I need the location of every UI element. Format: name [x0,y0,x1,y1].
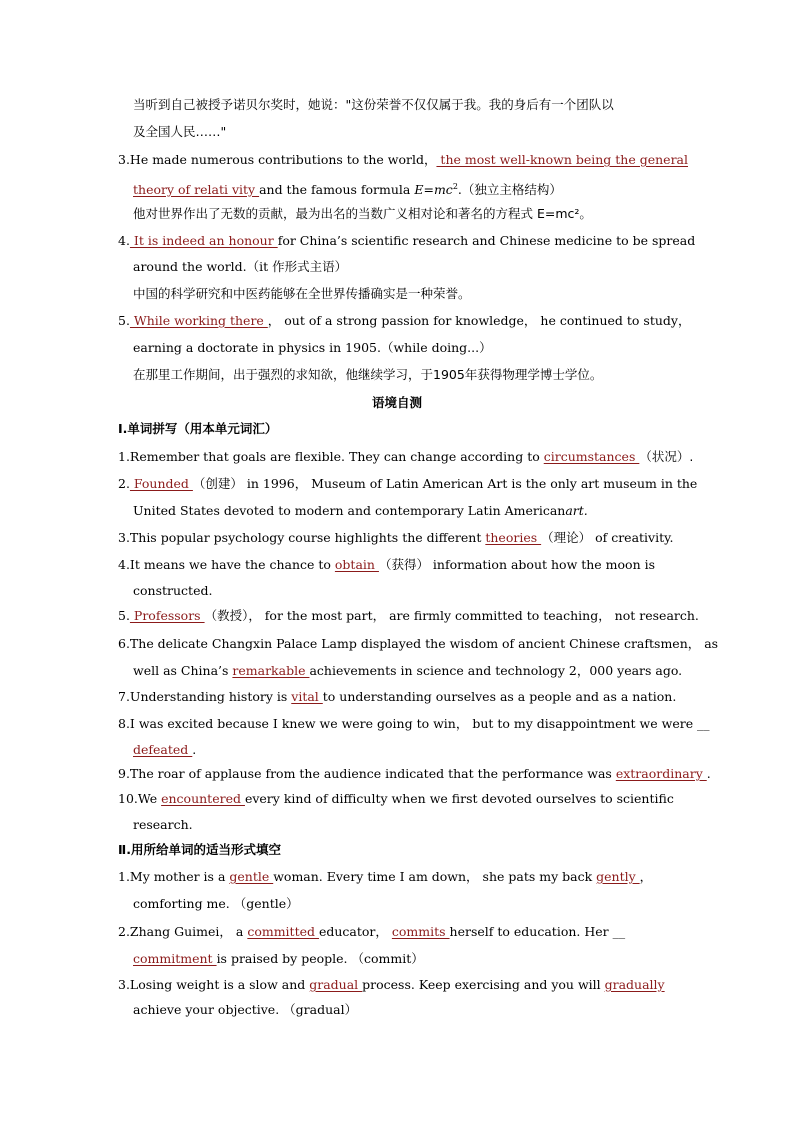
question-hint: （状况）. [639,449,694,464]
sentence-4-translation: 中国的科学研究和中医药能够在全世界传播确实是一种荣誉。 [133,286,471,301]
intro-line-1: 当听到自己被授予诺贝尔奖时，她说："这份荣誉不仅仅属于我。我的身后有一个团队以 [133,97,614,112]
part-2-question-3-line-2: achieve your objective. （gradual） [133,1002,358,1017]
question-text-italic: art. [565,503,588,518]
part-1-question-2 [118,476,697,492]
answer-blank: commitment [133,951,217,966]
question-text: 10.We [118,791,162,806]
sentence-3-line-2 [133,179,562,198]
answer-blank: gently [596,869,640,884]
question-text: every kind of difficulty when we first devoted ourselves to scientific [244,791,674,806]
answer-blank: the most well-known being the general [436,152,688,167]
part-2-question-2-line-2 [133,951,424,967]
question-text: . [192,742,197,757]
part-1-question-8: 8.I was excited because I knew we were going to win， but to my disappointment we were __ [118,716,710,731]
part-1-question-6-line-2 [133,663,682,679]
answer-blank: obtain [334,557,379,572]
part-1-question-10-line-2: research. [133,817,193,832]
answer-blank: remarkable [232,663,310,678]
answer-blank: extraordinary [615,766,707,781]
question-number: 5. [118,608,130,623]
formula-superscript: 2 [452,182,458,191]
part-2-question-1-line-2: comforting me. （gentle） [133,896,299,911]
part-1-question-7 [118,689,676,705]
question-text: （创建） in 1996， Museum of Latin American Art is the only art museum in the [192,476,698,491]
sentence-5-translation: 在那里工作期间，出于强烈的求知欲，他继续学习，于1905年获得物理学博士学位。 [133,367,603,382]
answer-blank: gentle [229,869,274,884]
formula: E=mc [414,182,453,198]
answer-blank: gradually [604,977,665,992]
part-2-question-3 [118,977,665,993]
sentence-5-line-1 [118,313,690,329]
sentence-number: 5. [118,313,130,328]
sentence-3-note: .（独立主格结构） [457,182,562,198]
answer-blank: gradual [309,977,363,992]
answer-blank: Professors [129,608,205,623]
part-1-question-4-line-2: constructed. [133,583,213,598]
sentence-4-line-2: around the world.（it 作形式主语） [133,259,348,274]
sentence-5-line-2: earning a doctorate in physics in 1905.（while doing...） [133,340,492,355]
question-text: （教授）， for the most part， are firmly committed to teaching， not research. [204,608,699,623]
sentence-4-line-1 [118,233,695,249]
part-1-heading: Ⅰ.单词拼写（用本单元词汇） [118,421,278,436]
answer-blank: commits [391,924,450,939]
part-1-question-3 [118,530,674,546]
question-text: herself to education. Her __ [449,924,626,939]
question-text: 3.Losing weight is a slow and [118,977,310,992]
answer-blank: It is indeed an honour [129,233,278,248]
question-text: 9.The roar of applause from the audience indicated that the performance was [118,766,616,781]
question-text: . [706,766,711,781]
answer-blank: Founded [129,476,193,491]
sentence-3-prefix: 3.He made numerous contributions to the world， [118,152,437,167]
part-2-question-1 [118,869,652,885]
question-hint: （获得） information about how the moon is [378,557,656,572]
answer-blank: While working there [129,313,268,328]
question-text: 1.Remember that goals are flexible. They can change according to [118,449,544,464]
question-text: achievements in science and technology 2，000 years ago. [309,663,683,678]
part-1-question-2-line-2 [133,503,588,519]
sentence-3-line-1 [118,152,688,168]
answer-blank: encountered [161,791,245,806]
answer-blank: vital [291,689,323,704]
sentence-4-text: for China’s scientific research and Chinese medicine to be spread [277,233,696,248]
question-text: 2.Zhang Guimei， a [118,924,248,939]
answer-blank: theory of relati vity [133,182,260,198]
part-1-question-9 [118,766,711,782]
sentence-3-text: and the famous formula [259,182,415,198]
part-1-question-4 [118,557,655,573]
part-1-question-10 [118,791,674,807]
answer-blank: circumstances [543,449,640,464]
question-text: 7.Understanding history is [118,689,292,704]
part-2-question-2 [118,924,625,940]
question-text: 3.This popular psychology course highlights the different [118,530,486,545]
part-1-question-8-line-2 [133,742,196,758]
answer-blank: theories [485,530,542,545]
answer-blank: committed [247,924,319,939]
part-1-question-6: 6.The delicate Changxin Palace Lamp displayed the wisdom of ancient Chinese craftsmen， as [118,636,719,651]
sentence-3-translation: 他对世界作出了无数的贡献，最为出名的当数广义相对论和著名的方程式 E=mc²。 [133,206,592,221]
question-text: well as China’s [133,663,233,678]
question-text: to understanding ourselves as a people and as a nation. [322,689,677,704]
question-text: ， [639,869,653,884]
question-text: United States devoted to modern and contemporary Latin American [133,503,566,518]
part-2-heading: Ⅱ.用所给单词的适当形式填空 [118,842,281,857]
question-number: 2. [118,476,130,491]
question-text: woman. Every time I am down， she pats my back [273,869,597,884]
part-1-question-1 [118,449,693,465]
section-title: 语境自测 [371,395,422,410]
sentence-5-text: ， out of a strong passion for knowledge， he continued to study， [267,313,691,328]
question-text: 4.It means we have the chance to [118,557,335,572]
question-text: process. Keep exercising and you will [362,977,605,992]
question-text: is praised by people. （commit） [216,951,424,966]
question-hint: （理论） of creativity. [541,530,674,545]
answer-blank: defeated [133,742,193,757]
part-1-question-5 [118,608,699,624]
sentence-number: 4. [118,233,130,248]
question-text: 1.My mother is a [118,869,230,884]
question-text: educator， [318,924,392,939]
intro-line-2: 及全国人民……" [133,124,227,139]
